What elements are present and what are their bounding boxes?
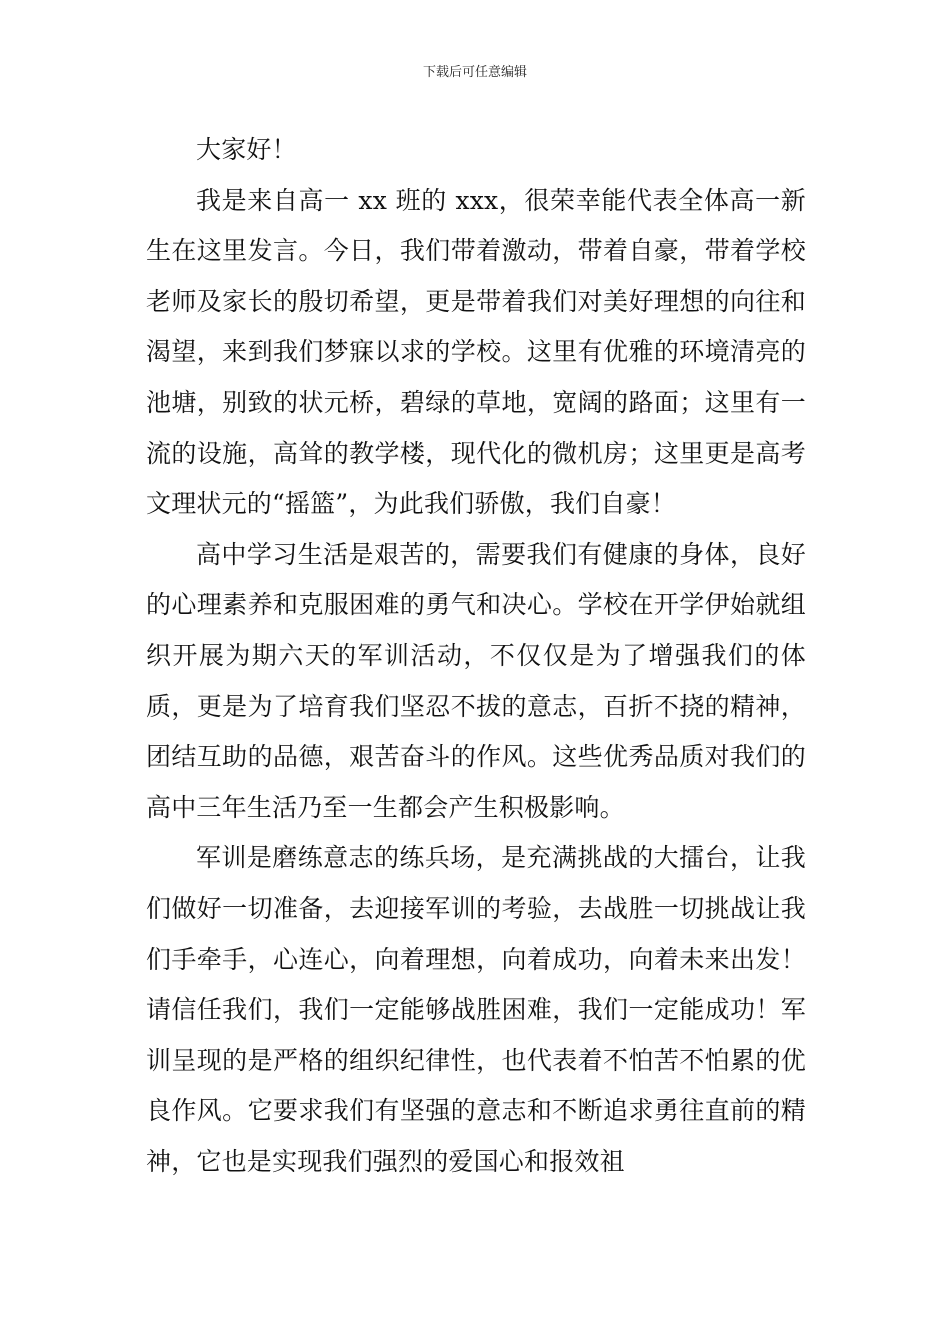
page-header-note: 下载后可任意编辑 <box>422 65 527 80</box>
document-body <box>146 125 806 1187</box>
paragraph-greeting: 大家好！ <box>196 135 297 164</box>
paragraph-high-school-life: 高中学习生活是艰苦的，需要我们有健康的身体，良好的心理素养和克服困难的勇气和决心。学校在开学伊始就组织开展为期六天的军训活动，不仅仅是为了增强我们的体质，更是为了培育我们坚忍不拔的意志，百折不挠的精神，团结互助的品德，艰苦奋斗的作风。这些优秀品质对我们的高中三年生活乃至一生都会产生积极影响。 <box>146 539 806 822</box>
paragraph-military-training: 军训是磨练意志的练兵场，是充满挑战的大擂台，让我们做好一切准备，去迎接军训的考验，去战胜一切挑战让我们手牵手，心连心，向着理想，向着成功，向着未来出发！请信任我们，我们一定能够战胜困难，我们一定能成功！军训呈现的是严格的组织纪律性，也代表着不怕苦不怕累的优良作风。它要求我们有坚强的意志和不断追求勇往直前的精神，它也是实现我们强烈的爱国心和报效祖 <box>146 843 806 1176</box>
paragraph-introduction: 我是来自高一 xx 班的 xxx，很荣幸能代表全体高一新生在这里发言。今日，我们带着激动，带着自豪，带着学校老师及家长的殷切希望，更是带着我们对美好理想的向往和渴望，来到我们梦寐以求的学校。这里有优雅的环境清亮的池塘，别致的状元桥，碧绿的草地，宽阔的路面；这里有一流的设施，高耸的教学楼，现代化的微机房；这里更是高考文理状元的“摇篮”，为此我们骄傲，我们自豪！ <box>146 185 806 519</box>
